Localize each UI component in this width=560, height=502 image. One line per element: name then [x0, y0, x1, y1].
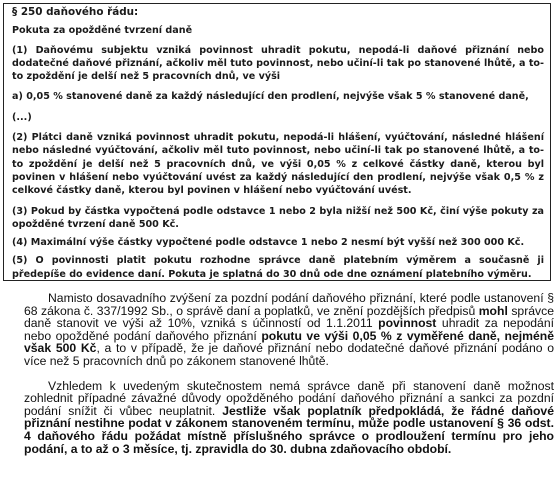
article-body — [24, 292, 554, 467]
law-paragraph-2: (2) Plátci daně vzniká povinnost uhradit pokutu, nepodá-li hlášení, vyúčtování, následné hlášení nebo následné vyúčtování, ačkoliv měl tuto povinnost, nebo učiní-li tak po stanovené lhůtě, a to-to zpoždění je delší než 5 pracovních dnů, ve výši 0,05 % z celkové částky daně, kterou byl povinen v hlášení nebo vyúčtování uvést za každý následující den prodlení, nejvýše však 0,5 % z celkové částky daně, kterou byl povinen v hlášení nebo vyúčtování uvést. — [12, 132, 544, 197]
emphasis-povinnost: povinnost — [378, 316, 437, 331]
law-paragraph-1a: a) 0,05 % stanovené daně za každý následující den prodlení, nejvýše však 5 % stanovené daně, — [12, 91, 529, 103]
text-run: , a to v případě, že je daňové přiznání nebo dodatečné daňové přiznání podáno o více než 5 pracovních dnů po zákonem stanovené lhůtě. — [24, 341, 554, 368]
emphasis-mohl: mohl — [478, 303, 508, 318]
penalty-title: Pokuta za opožděné tvrzení daně — [12, 25, 193, 37]
law-paragraph-4: (4) Maximální výše částky vypočtené podle odstavce 1 nebo 2 nesmí být vyšší než 300 000 Kč. — [12, 237, 525, 249]
law-paragraph-5: (5) O povinnosti platit pokutu rozhodne správce daně platebním výměrem a současně ji předepíše do evidence daní. Pokuta je splatná do 30 dnů ode dne oznámení platebního výměru. — [12, 255, 544, 280]
section-title: § 250 daňového řádu: — [12, 6, 139, 18]
text-run: správce daně stanovit ve výši až 10%, vzniká s účinností od 1.1.2011 — [24, 303, 555, 331]
emphasis-extension-request: Jestliže však poplatník předpokládá, že řádné daňové přiznání nestihne podat v zákonem stanoveném termínu, může podle ustanovení § 36 odst. 4 daňového řádu požádat místně příslušného správce o prodloužení termínu pro jeho podání, a to až o 3 měsíce, tj. zpravidla do 30. dubna zdaňovacího období. — [24, 403, 554, 456]
article-paragraph-2 — [24, 380, 554, 456]
emphasis-penalty-amount: pokutu ve výši 0,05 % z vyměřené daně, nejméně však 500 Kč — [24, 328, 555, 356]
text-run: Namisto dosavadního zvýšení za pozdní podání daňového přiznání, které podle ustanovení § 68 zákona č. 337/1992 Sb., o správě daní a poplatků, ve znění pozdějších předpisů — [24, 291, 554, 318]
law-excerpt-box — [3, 3, 551, 281]
law-ellipsis: (...) — [12, 111, 32, 123]
text-run: Vzhledem k uvedeným skutečnostem nemá správce daně při stanovení daně možnost zohlednit případné závažné důvody opožděného podání daňového přiznání a sankci za pozdní podání snížit či vůbec neuplatnit. — [24, 378, 554, 418]
text-run: uhradit za nepodání nebo opožděné podání daňového přiznání — [24, 316, 554, 343]
law-paragraph-3: (3) Pokud by částka vypočtená podle odstavce 1 nebo 2 byla nižší než 500 Kč, činí výše pokuty za opožděné tvrzení daně 500 Kč. — [12, 205, 544, 230]
article-paragraph-1 — [24, 292, 554, 368]
law-paragraph-1: (1) Daňovému subjektu vzniká povinnost uhradit pokutu, nepodá-li daňové přiznání nebo dodatečné daňové přiznání, ačkoliv měl tuto povinnost, nebo učiní-li tak po stanovené lhůtě, a to-to zpoždění je delší než 5 pracovních dnů, ve výši — [12, 44, 544, 83]
